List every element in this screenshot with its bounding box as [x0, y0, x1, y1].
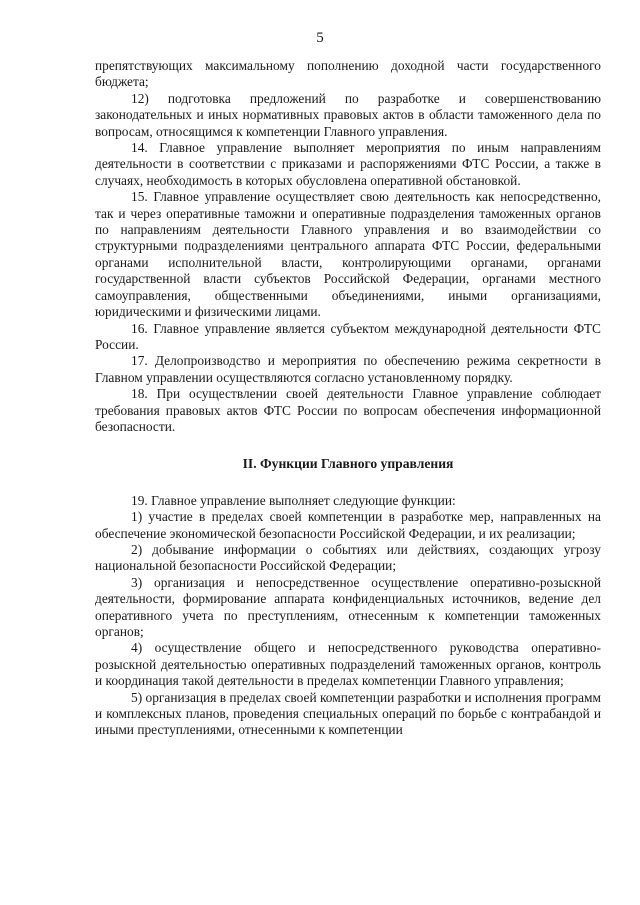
function-item-3: 3) организация и непосредственное осуществление оперативно-розыскной деятельности, формирование аппарата конфиденциальных источников, ведение дел оперативного учета по преступлениям, отнесенным к компетенции таможенных органов;: [95, 574, 601, 639]
paragraph-16: 16. Главное управление является субъектом международной деятельности ФТС России.: [95, 320, 601, 352]
function-item-2: 2) добывание информации о событиях или действиях, создающих угрозу национальной безопасности Российской Федерации;: [95, 541, 601, 574]
section-heading: II. Функции Главного управления: [242, 456, 454, 472]
paragraph-item-12: 12) подготовка предложений по разработке и совершенствованию законодательных и иных нормативных правовых актов в области таможенного дела по вопросам, относящимся к компетенции Главного управления.: [95, 90, 601, 139]
paragraph-15: 15. Главное управление осуществляет свою деятельность как непосредственно, так и через оперативные таможни и оперативные подразделения таможенных органов по направлениям деятельности Главного управления и во взаимодействии со структурными подразделениями центрального аппарата ФТС России, федеральными органами исполнительной власти, контролирующими органами, органами государственной власти субъектов Российской Федерации, органами местного самоуправления, общественными объединениями, иными организациями, юридическими и физическими лицами.: [95, 189, 601, 320]
paragraph-14: 14. Главное управление выполняет мероприятия по иным направлениям деятельности в соответствии с приказами и распоряжениями ФТС России, а также в случаях, необходимость в которых обусловлена оперативной обстановкой.: [95, 140, 601, 188]
page-number: 5: [316, 30, 324, 46]
paragraph-18: 18. При осуществлении своей деятельности Главное управление соблюдает требования правовых актов ФТС России по вопросам обеспечения информационной безопасности.: [95, 386, 601, 434]
paragraph-17: 17. Делопроизводство и мероприятия по обеспечению режима секретности в Главном управлении осуществляются согласно установленному порядку.: [95, 353, 601, 385]
document-body: [95, 58, 601, 739]
function-item-1: 1) участие в пределах своей компетенции в разработке мер, направленных на обеспечение экономической безопасности Российской Федерации, и их реализации;: [95, 509, 601, 541]
paragraph-19: 19. Главное управление выполняет следующие функции:: [131, 492, 456, 508]
function-item-5: 5) организация в пределах своей компетенции разработки и исполнения программ и комплексных планов, проведения специальных операций по борьбе с контрабандой и иными преступлениями, отнесенными к компетенции: [95, 689, 601, 738]
function-item-4: 4) осуществление общего и непосредственного руководства оперативно-розыскной деятельностью оперативных подразделений таможенных органов, контроль и координация такой деятельности в пределах компетенции Главного управления;: [95, 640, 601, 689]
paragraph-continuation: препятствующих максимальному пополнению доходной части государственного бюджета;: [95, 58, 601, 90]
